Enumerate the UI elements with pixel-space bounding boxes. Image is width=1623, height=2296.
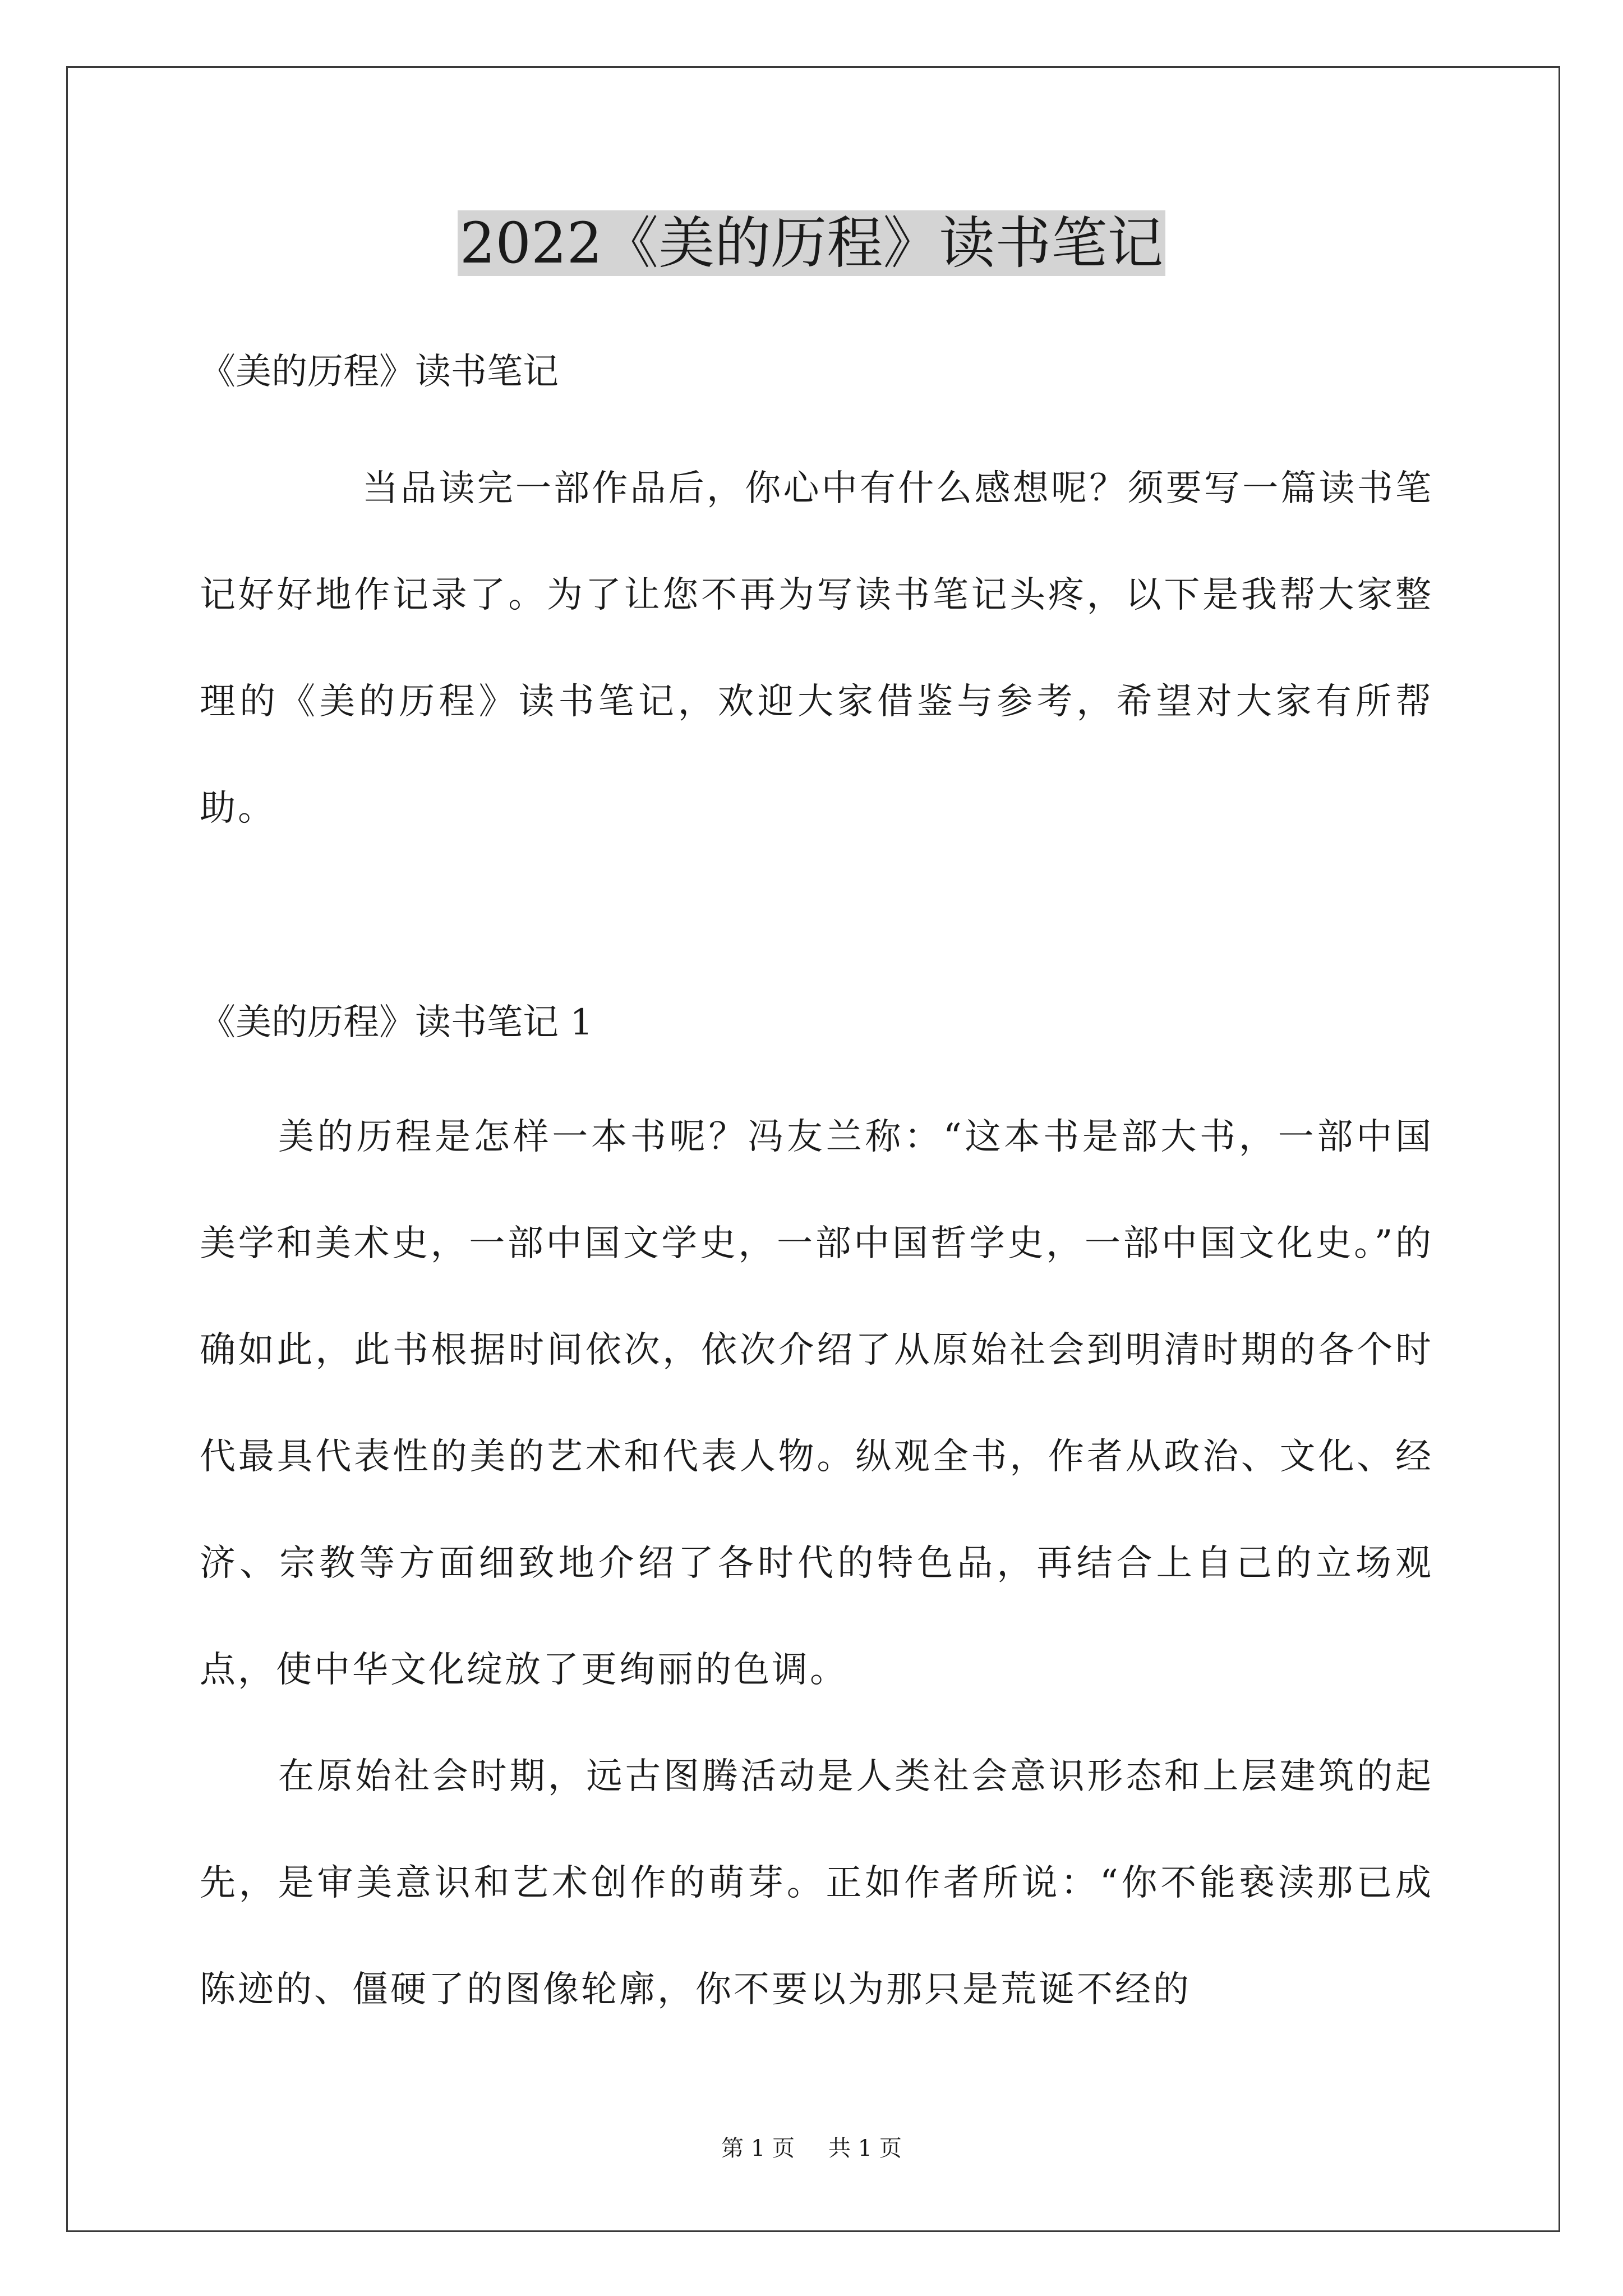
body-paragraph: 在原始社会时期，远古图腾活动是人类社会意识形态和上层建筑的起先，是审美意识和艺术创作的萌芽。正如作者所说：“你不能亵渎那已成陈迹的、僵硬了的图像轮廓，你不要以为那只是荒诞不经的	[200, 1756, 1433, 2010]
body-paragraph: 美的历程是怎样一本书呢？冯友兰称：“这本书是部大书，一部中国美学和美术史，一部中国文学史，一部中国哲学史，一部中国文化史。”的确如此，此书根据时间依次，依次介绍了从原始社会到明清时期的各个时代最具代表性的美的艺术和代表人物。纵观全书，作者从政治、文化、经济、宗教等方面细致地介绍了各时代的特色品，再结合上自己的立场观点，使中华文化绽放了更绚丽的色调。	[200, 1116, 1433, 1691]
intro-paragraph: 当品读完一部作品后，你心中有什么感想呢？须要写一篇读书笔记好好地作记录了。为了让您不再为写读书笔记头疼，以下是我帮大家整理的《美的历程》读书笔记，欢迎大家借鉴与参考，希望对大家有所帮助。	[200, 468, 1433, 829]
page-footer	[0, 2132, 1623, 2165]
section-heading: 《美的历程》读书笔记 1	[200, 1002, 593, 1043]
page-number-total: 共 1 页	[828, 2136, 902, 2161]
document-title-text: 2022《美的历程》读书笔记	[458, 210, 1166, 276]
document-title	[0, 206, 1623, 280]
document-subtitle: 《美的历程》读书笔记	[200, 351, 559, 393]
page-number-current: 第 1 页	[721, 2136, 795, 2161]
